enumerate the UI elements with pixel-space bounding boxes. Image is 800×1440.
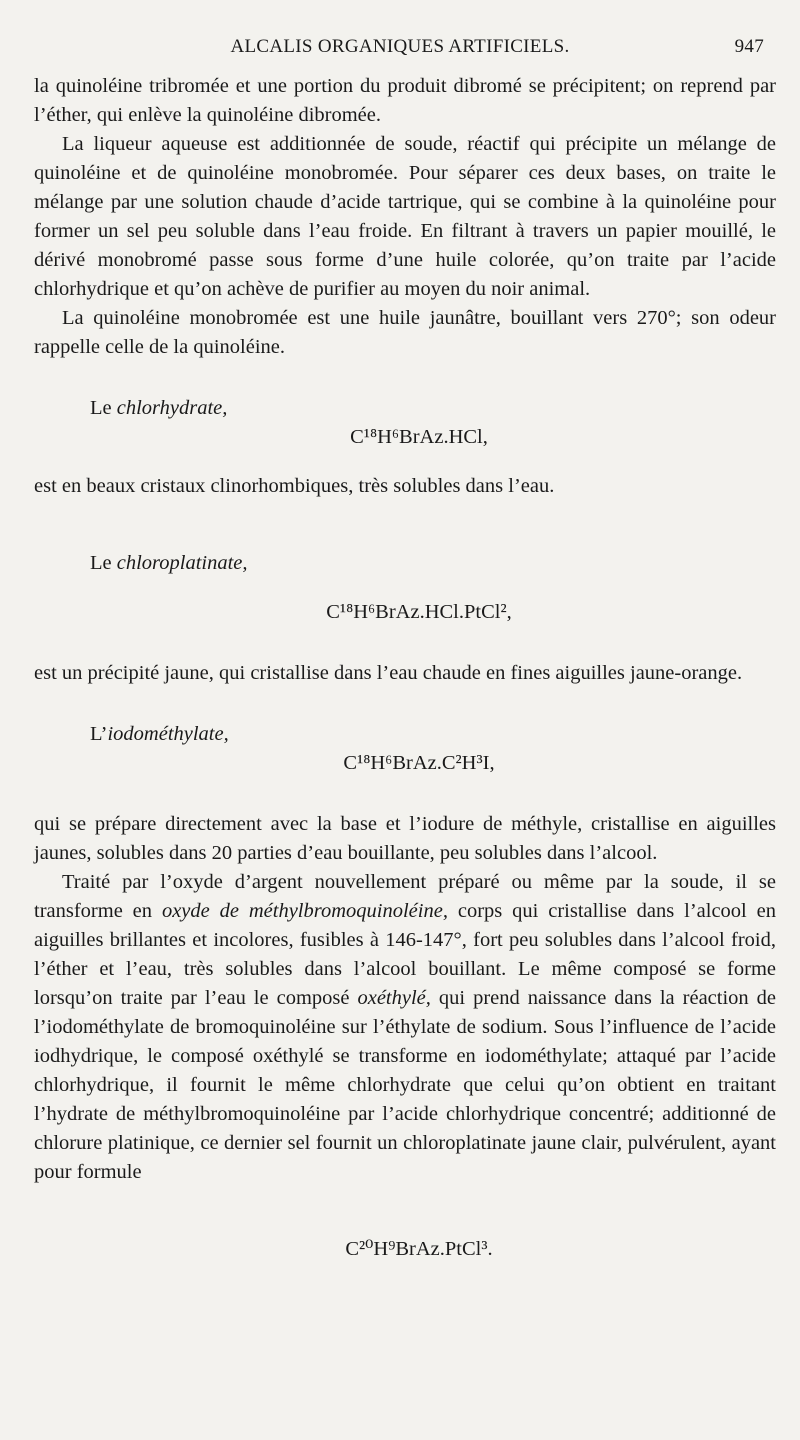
chloroplatinate-heading: Le chloroplatinate, bbox=[90, 552, 248, 574]
chloroplatinate-description: est un précipité jaune, qui cristallise dans l’eau chaude en fines aiguilles jaune-orange. bbox=[34, 662, 743, 684]
running-title: ALCALIS ORGANIQUES ARTIFICIELS. bbox=[230, 36, 570, 57]
iodomethylate-formula: C¹⁸H⁶BrAz.C²H³I, bbox=[343, 752, 495, 774]
iodomethylate-description: qui se prépare directement avec la base et l’iodure de méthyle, cristallise en aiguilles jaunes, solubles dans 20 parties d’eau bouillante, peu solubles dans l’alcool. bbox=[34, 813, 776, 864]
chloroplatinate-formula: C¹⁸H⁶BrAz.HCl.PtCl², bbox=[326, 601, 512, 623]
chlorhydrate-formula: C¹⁸H⁶BrAz.HCl, bbox=[350, 426, 488, 448]
paragraph-continuation: la quinoléine tribromée et une portion du produit dibromé se précipitent; on reprend par l’éther, qui enlève la quinoléine dibromée. bbox=[34, 75, 776, 126]
chlorhydrate-description: est en beaux cristaux clinorhombiques, très solubles dans l’eau. bbox=[34, 475, 555, 497]
paragraph-oxyde-methylbromoquinoleine: Traité par l’oxyde d’argent nouvellement préparé ou même par la soude, il se transforme en oxyde de méthylbromoquinoléine, corps qui cristallise dans l’alcool en aiguilles brillantes et incolores, fusibles à 146-147°, fort peu solubles dans l’alcool froid, l’éther et l’eau, très solubles dans l’alcool bouillant. Le même composé se forme lorsqu’on traite par l’eau le composé oxéthylé, qui prend naissance dans la réaction de l’iodométhylate de bromoquinoléine sur l’éthylate de sodium. Sous l’influence de l’acide iodhydrique, le composé oxéthylé se transforme en iodométhylate; attaqué par l’acide chlorhydrique, il fournit le même chlorhydrate que celui qu’on obtient en traitant l’hydrate de méthylbromoquinoléine par l’acide chlorhydrique concentré; additionné de chlorure platinique, ce dernier sel fournit un chloroplatinate jaune clair, pulvérulent, ayant pour formule bbox=[34, 871, 777, 1183]
page-number: 947 bbox=[734, 36, 764, 57]
iodomethylate-heading: L’iodométhylate, bbox=[90, 723, 229, 745]
paragraph-quinoleine-monobromee: La quinoléine monobromée est une huile jaunâtre, bouillant vers 270°; son odeur rappelle celle de la quinoléine. bbox=[34, 307, 776, 358]
final-formula: C²⁰H⁹BrAz.PtCl³. bbox=[345, 1238, 493, 1260]
paragraph-liqueur-aqueuse: La liqueur aqueuse est additionnée de soude, réactif qui précipite un mélange de quinoléine et de quinoléine monobromée. Pour séparer ces deux bases, on traite le mélange par une solution chaude d’acide tartrique, qui se combine à la quinoléine pour former un sel peu soluble dans l’eau froide. En filtrant à travers un papier mouillé, le dérivé monobromé passe sous forme d’une huile colorée, qu’on traite par l’acide chlorhydrique et qu’on achève de purifier au moyen du noir animal. bbox=[34, 133, 776, 300]
chlorhydrate-heading: Le chlorhydrate, bbox=[90, 397, 228, 419]
body-text bbox=[34, 72, 776, 1264]
